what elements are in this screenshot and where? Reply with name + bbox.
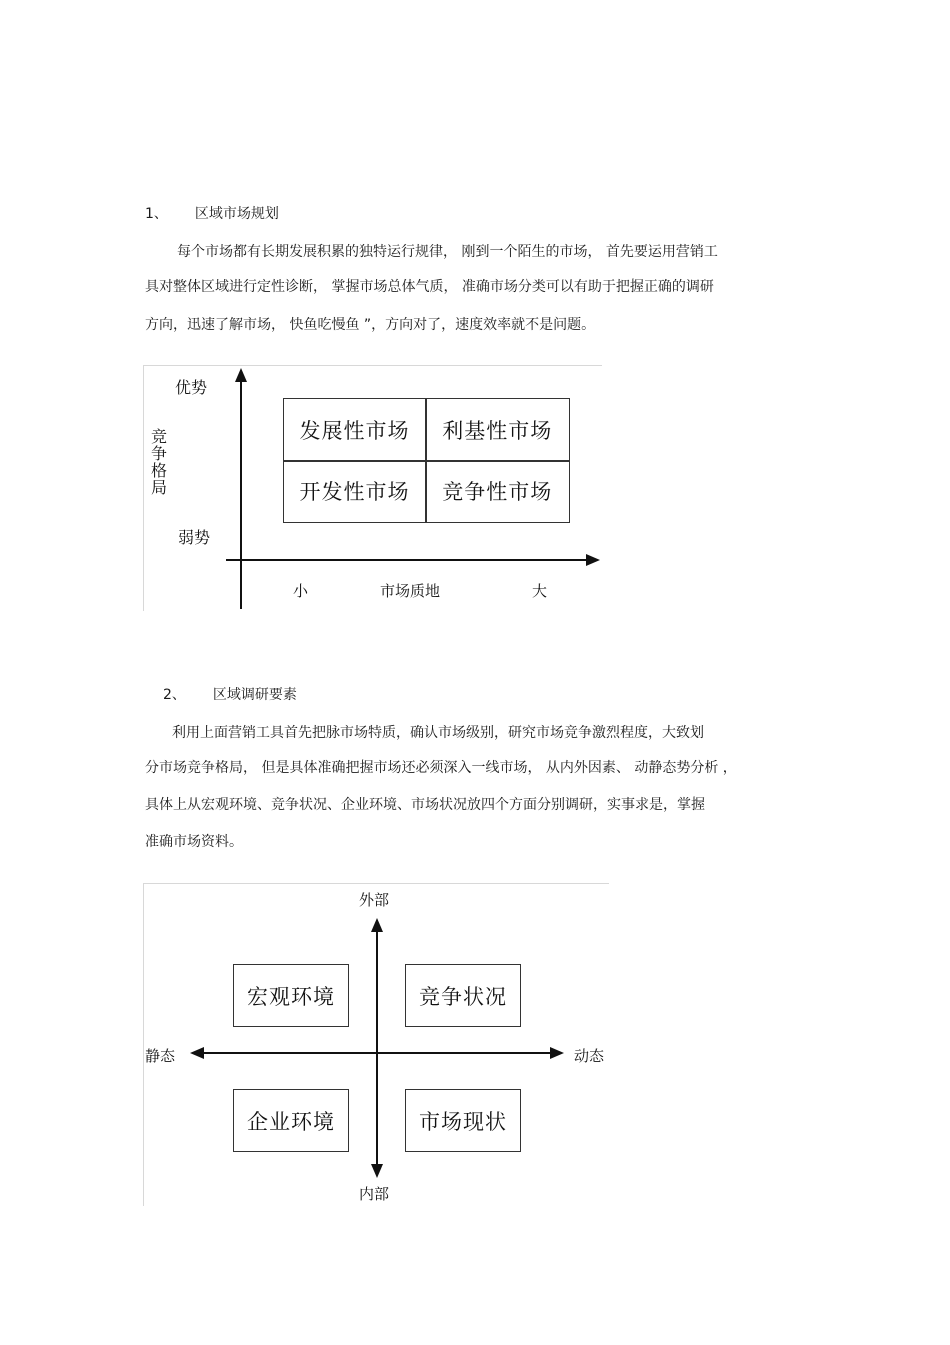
factor-box: 宏观环境 — [233, 964, 349, 1027]
up-arrow-icon — [371, 918, 383, 932]
x-axis-left-label: 小 — [293, 582, 309, 600]
right-label: 动态 — [574, 1047, 605, 1065]
section1-heading — [145, 203, 279, 223]
market-classification-diagram — [143, 365, 602, 611]
section2-paragraph-line: 利用上面营销工具首先把脉市场特质，确认市场级别，研究市场竞争激烈程度，大致划 — [172, 725, 704, 741]
right-arrow-icon — [586, 554, 600, 566]
left-arrow-icon — [190, 1047, 204, 1059]
research-factors-diagram — [143, 883, 609, 1206]
grid-cell: 开发性市场 — [283, 460, 427, 523]
section2-paragraph-line: 具体上从宏观环境、竞争状况、企业环境、市场状况放四个方面分别调研，实事求是，掌握 — [145, 797, 705, 813]
section2-heading-number: 2、 — [163, 687, 186, 703]
factor-box: 企业环境 — [233, 1089, 349, 1152]
grid-cell: 竞争性市场 — [425, 460, 570, 523]
y-axis-bottom-label: 弱势 — [178, 528, 211, 547]
section2-paragraph-line: 准确市场资料。 — [145, 834, 243, 850]
section2-heading-title: 区域调研要素 — [212, 687, 297, 703]
x-axis-title: 市场质地 — [380, 582, 441, 600]
section2-paragraph-line: 分市场竞争格局， 但是具体准确把握市场还必须深入一线市场， 从内外因素、 动静态势分析 ， — [145, 760, 737, 776]
section1-heading-title: 区域市场规划 — [194, 206, 279, 222]
factor-box: 市场现状 — [405, 1089, 521, 1152]
section1-paragraph-line: 具对整体区域进行定性诊断， 掌握市场总体气质， 准确市场分类可以有助于把握正确的调研 — [145, 279, 714, 295]
grid-cell: 发展性市场 — [283, 398, 427, 462]
right-arrow-icon — [550, 1047, 564, 1059]
y-axis-title: 竞争格局 — [150, 427, 167, 497]
up-arrow-icon — [235, 368, 247, 382]
cross-axes-graphic — [144, 884, 609, 1206]
x-axis-right-label: 大 — [532, 582, 548, 600]
top-label: 外部 — [359, 891, 390, 909]
y-axis-top-label: 优势 — [175, 378, 208, 397]
down-arrow-icon — [371, 1164, 383, 1178]
left-label: 静态 — [145, 1047, 176, 1065]
market-grid — [283, 398, 570, 523]
section1-paragraph-line: 每个市场都有长期发展积累的独特运行规律， 刚到一个陌生的市场， 首先要运用营销工 — [177, 244, 718, 260]
factor-box: 竞争状况 — [405, 964, 521, 1027]
section1-paragraph-line: 方向，迅速了解市场， 快鱼吃慢鱼 ”，方向对了，速度效率就不是问题。 — [145, 317, 596, 333]
section2-heading — [163, 684, 297, 704]
grid-cell: 利基性市场 — [425, 398, 570, 462]
section1-heading-number: 1、 — [145, 206, 168, 222]
bottom-label: 内部 — [359, 1185, 390, 1203]
